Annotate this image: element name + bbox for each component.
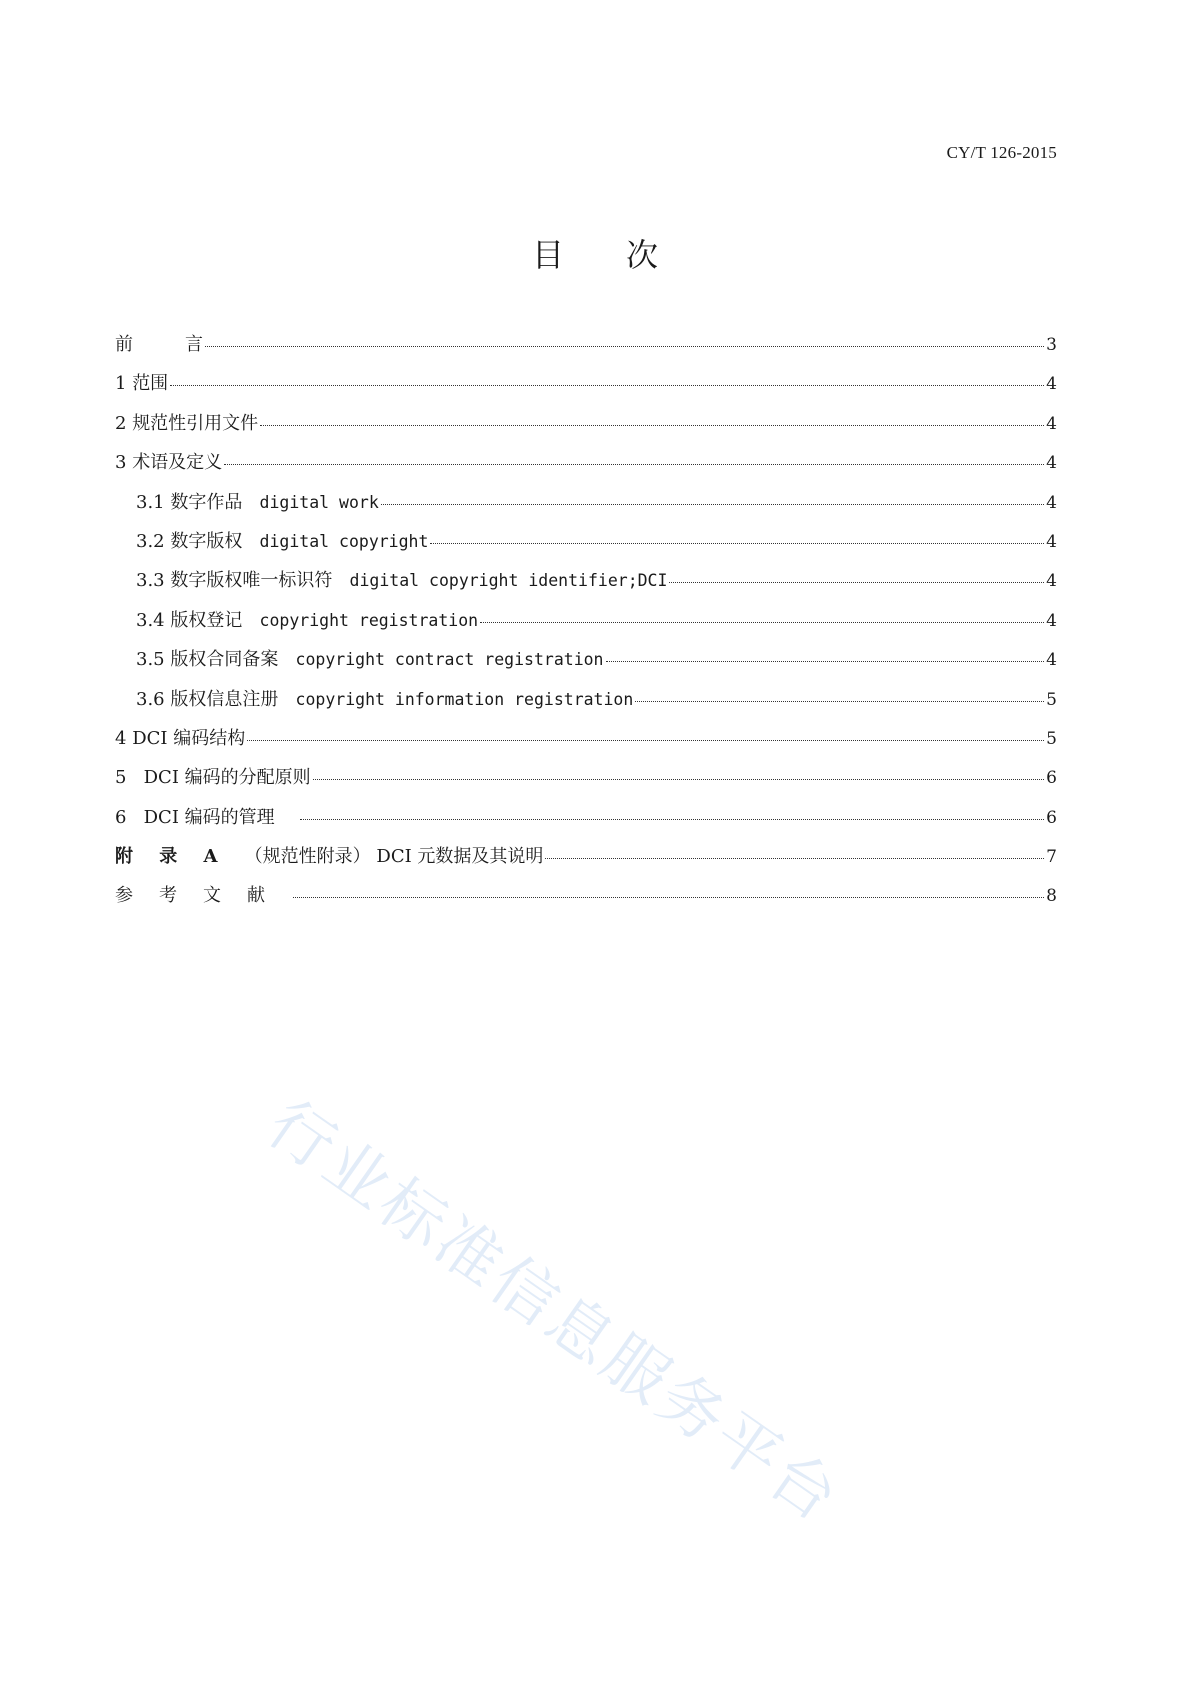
standard-code: CY/T 126-2015	[946, 143, 1057, 162]
toc-label: 3.1 数字作品 digital work	[136, 491, 379, 513]
toc-page-number: 8	[1046, 886, 1057, 907]
toc-entry-5[interactable]	[115, 763, 1057, 802]
toc-page-number: 4	[1046, 453, 1057, 474]
toc-page-number: 4	[1046, 610, 1057, 631]
title-char-1: 目	[531, 236, 564, 274]
toc-page-number: 4	[1046, 374, 1057, 395]
toc-page-number: 3	[1046, 335, 1057, 355]
toc-entry-1[interactable]	[115, 369, 1057, 408]
toc-label: 3.3 数字版权唯一标识符 digital copyright identifier;DCI	[136, 570, 668, 592]
toc-entry-4[interactable]	[115, 724, 1057, 763]
toc-entry-3[interactable]	[115, 448, 1057, 487]
toc-leader	[669, 582, 1044, 583]
toc-label: 3.6 版权信息注册 copyright information registration	[136, 688, 634, 710]
toc-page-number: 5	[1046, 728, 1057, 749]
toc-label: 1 范围	[115, 373, 169, 395]
toc-label: 4 DCI 编码结构	[115, 727, 246, 749]
toc-label: 3.4 版权登记 copyright registration	[136, 609, 479, 631]
toc-leader	[205, 346, 1044, 347]
toc-leader	[313, 779, 1045, 780]
watermark: 行业标准信息服务平台	[253, 1087, 854, 1538]
toc-entry-references[interactable]	[115, 881, 1057, 920]
toc-leader	[247, 740, 1044, 741]
toc-label: 2 规范性引用文件	[115, 412, 259, 434]
toc-entry-6[interactable]	[115, 803, 1057, 842]
toc-leader	[430, 543, 1044, 544]
toc-entry-appendix-a[interactable]	[115, 842, 1057, 881]
toc-leader	[300, 819, 1045, 820]
toc-leader	[224, 464, 1044, 465]
toc-label: 3 术语及定义	[115, 452, 223, 474]
toc-page-number: 6	[1046, 807, 1057, 828]
toc-leader	[635, 701, 1044, 702]
toc-label: 5 DCI 编码的分配原则	[115, 767, 311, 789]
toc-leader	[293, 897, 1044, 898]
toc-page-number: 4	[1046, 492, 1057, 513]
toc-leader	[606, 661, 1045, 662]
toc-leader	[381, 504, 1044, 505]
toc-page-number: 4	[1046, 531, 1057, 552]
toc-label: 参考文献	[115, 885, 291, 907]
toc-label: 附 录 A （规范性附录） DCI 元数据及其说明	[115, 846, 544, 868]
toc-label: 前言	[115, 334, 203, 355]
toc-page-number: 4	[1046, 650, 1057, 671]
toc-page-number: 7	[1046, 847, 1057, 868]
toc-entry-3-6[interactable]	[115, 685, 1057, 724]
toc-entry-3-1[interactable]	[115, 488, 1057, 527]
toc-leader	[545, 858, 1044, 859]
toc-leader	[170, 385, 1044, 386]
toc-entry-3-5[interactable]	[115, 645, 1057, 684]
toc-entry-3-2[interactable]	[115, 527, 1057, 566]
toc-page-number: 5	[1046, 689, 1057, 710]
toc-page-number: 6	[1046, 768, 1057, 789]
toc-entry-3-3[interactable]	[115, 566, 1057, 605]
page-title	[0, 230, 1190, 276]
toc-entry-2[interactable]	[115, 409, 1057, 448]
toc-label: 6 DCI 编码的管理	[115, 806, 275, 828]
toc-label: 3.5 版权合同备案 copyright contract registration	[136, 649, 604, 671]
toc-page-number: 4	[1046, 571, 1057, 592]
toc-label: 3.2 数字版权 digital copyright	[136, 530, 429, 552]
title-char-2: 次	[626, 236, 659, 274]
toc-entry-3-4[interactable]	[115, 606, 1057, 645]
toc-entry-foreword[interactable]	[115, 330, 1057, 369]
table-of-contents	[115, 330, 1057, 921]
toc-leader	[260, 425, 1044, 426]
toc-leader	[480, 622, 1044, 623]
toc-page-number: 4	[1046, 413, 1057, 434]
